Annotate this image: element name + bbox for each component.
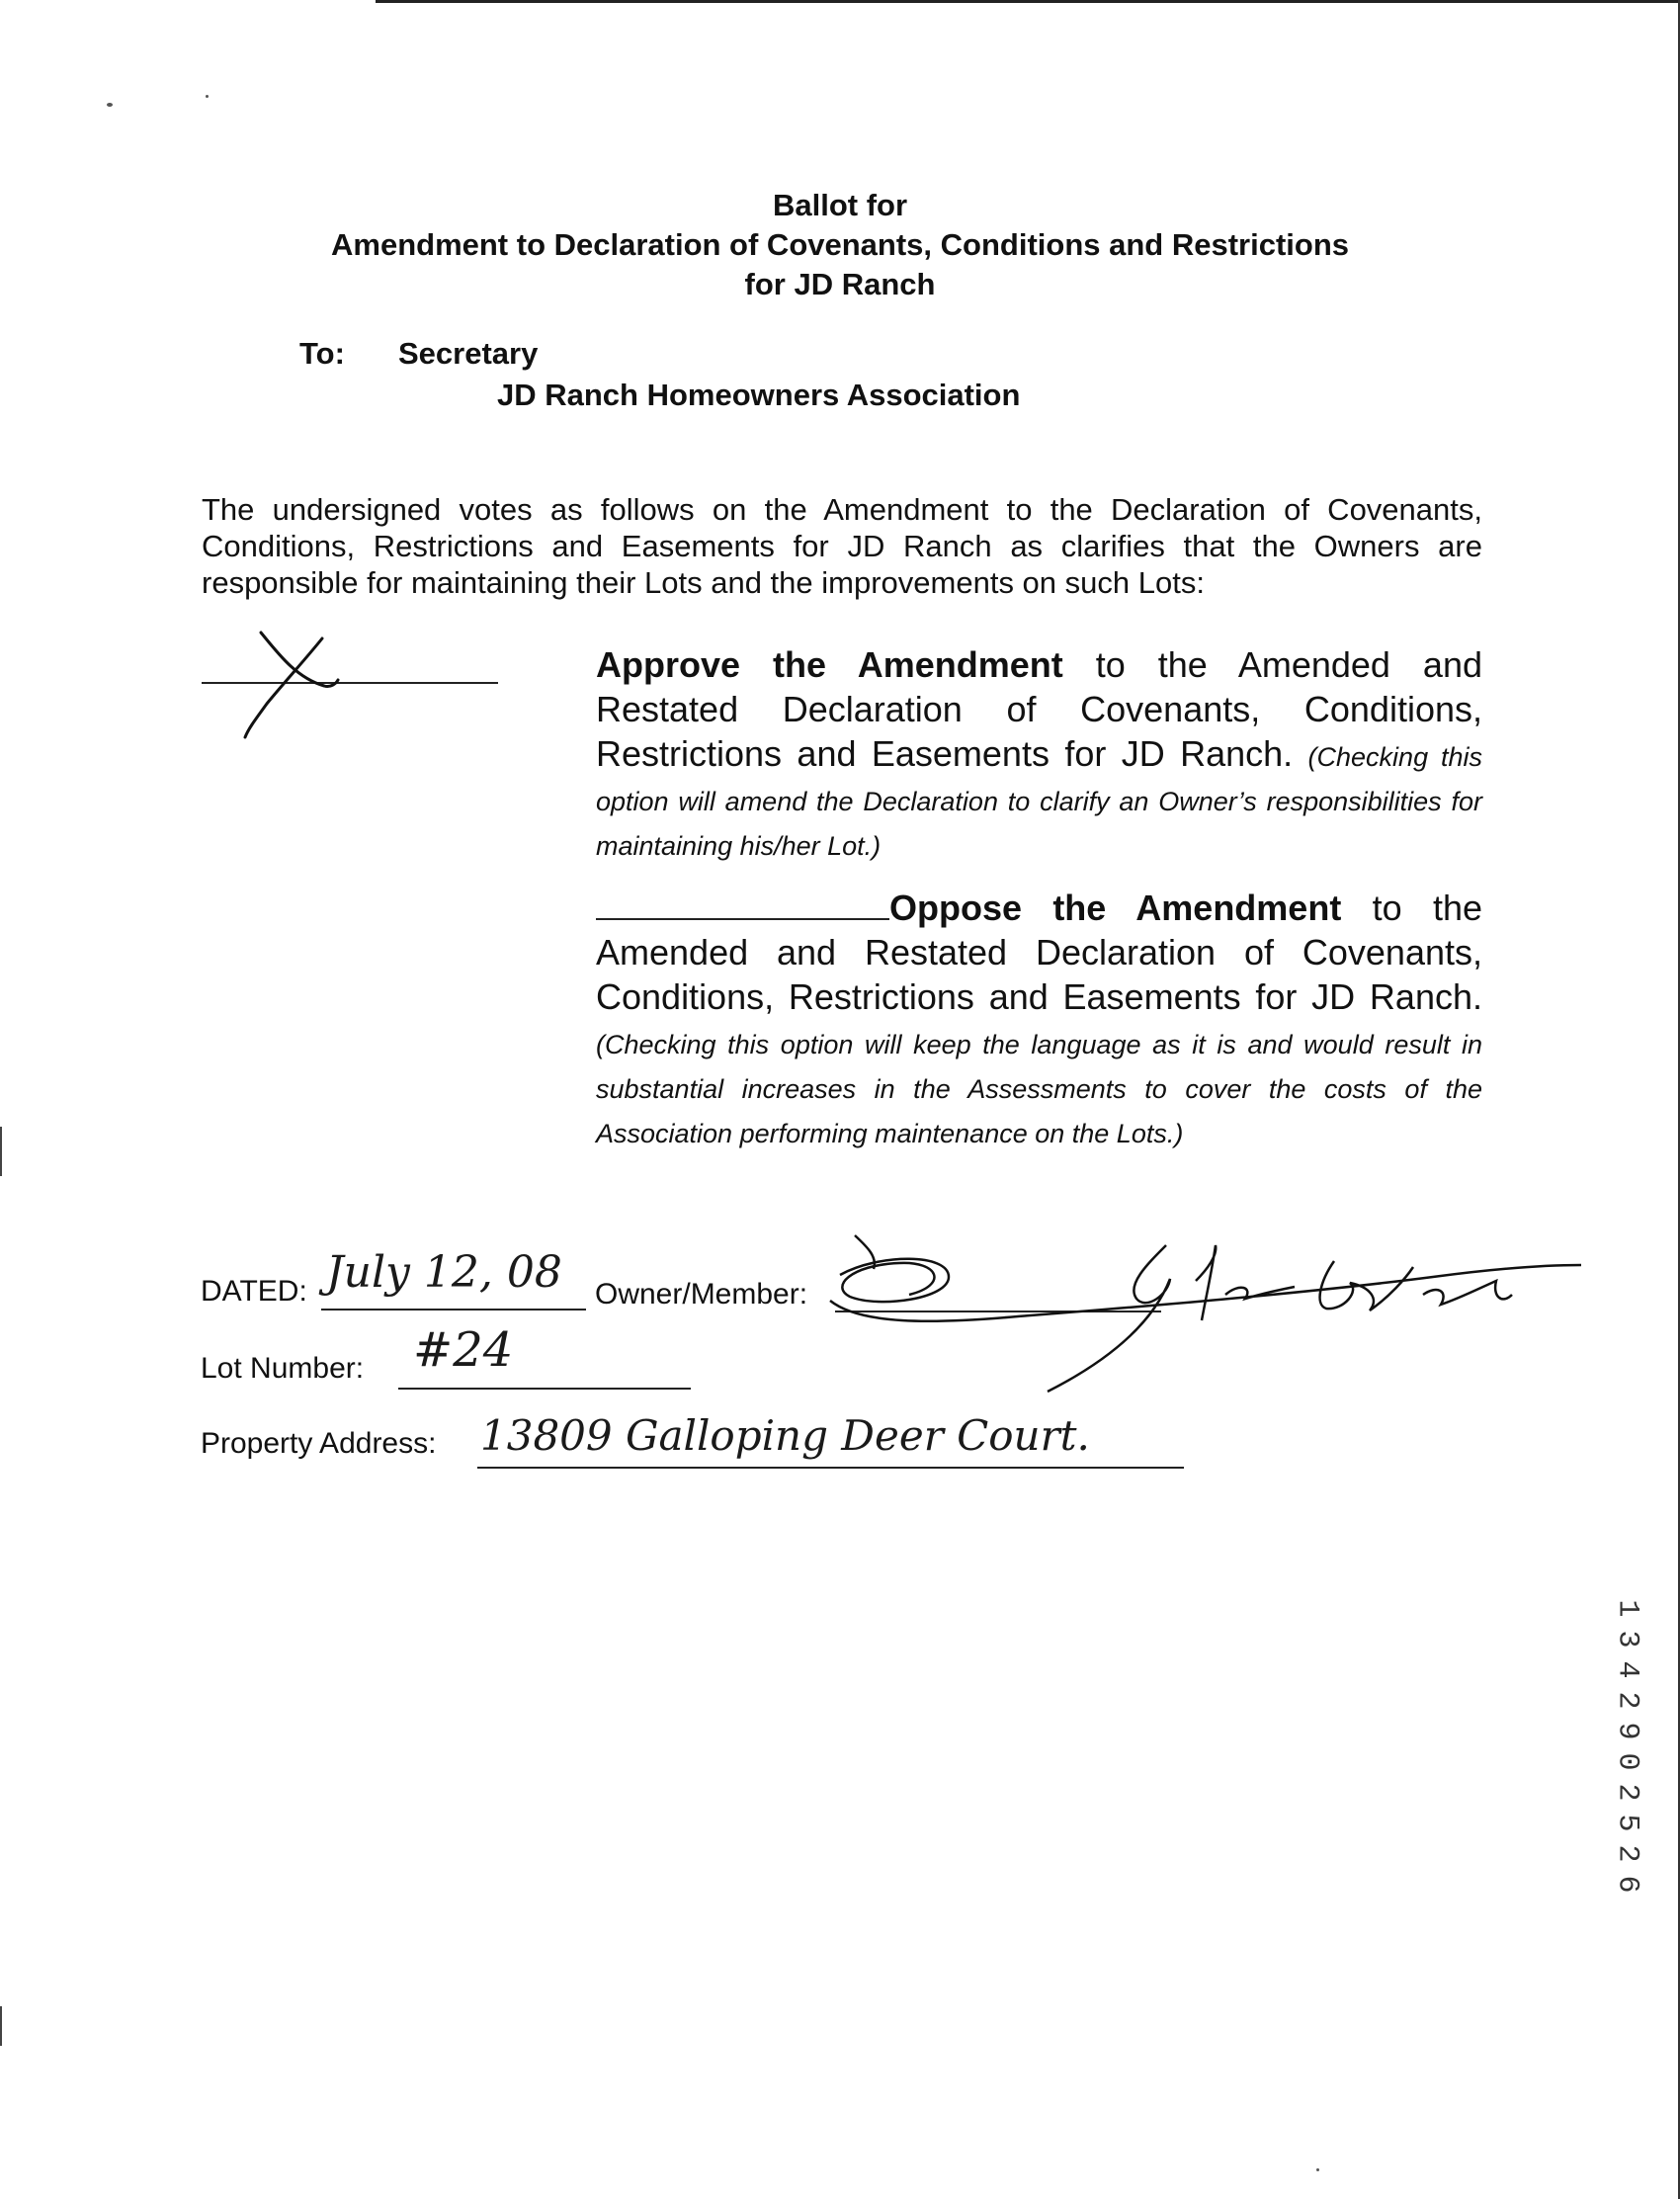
intro-paragraph: The undersigned votes as follows on the Amendment to the Declaration of Covenants, Conditions, Restrictions and Easements for JD Ranch as clarifies that the Owners are responsible for maintaining their Lots and the improvements on such Lots:: [202, 492, 1482, 600]
scan-speck: [206, 95, 209, 98]
page-border-top: [376, 0, 1680, 3]
lot-label: Lot Number:: [201, 1352, 365, 1385]
dated-value[interactable]: July 12, 08: [326, 1247, 562, 1298]
stamp-digit: 9: [1610, 1722, 1644, 1740]
lot-line: [398, 1388, 691, 1390]
title-line-1: Ballot for: [772, 188, 908, 222]
addressee: [299, 336, 538, 372]
stamp-digit: 0: [1610, 1752, 1644, 1771]
approve-text: to the Amended and Restated Declaration of Covenants, Conditions, Restrictions and Easements for JD Ranch.: [596, 644, 1482, 774]
address-value[interactable]: 13809 Galloping Deer Court.: [480, 1411, 1090, 1460]
scan-edge-mark: [0, 2006, 2, 2046]
oppose-note: (Checking this option will keep the language as it is and would result in substantial increases in the Assessments to cover the costs of the Association performing maintenance on the Lots.): [596, 1030, 1482, 1148]
scan-speck: [107, 103, 113, 107]
document-stamp-number: [1607, 1593, 1646, 1900]
to-label: To:: [299, 336, 345, 371]
addressee-organization: JD Ranch Homeowners Association: [497, 378, 1021, 412]
stamp-digit: 6: [1610, 1875, 1644, 1894]
owner-signature[interactable]: [820, 1226, 1591, 1398]
approve-note: (Checking this option will amend the Declaration to clarify an Owner’s responsibilities for maintaining his/her Lot.): [596, 742, 1482, 861]
scan-edge-mark: [0, 1127, 2, 1176]
dated-label: DATED:: [201, 1275, 307, 1308]
ballot-title: [0, 186, 1680, 304]
scan-speck: [1316, 2168, 1319, 2171]
oppose-heading: Oppose the Amendment: [889, 888, 1342, 928]
stamp-digit: 2: [1610, 1844, 1644, 1863]
title-line-2: Amendment to Declaration of Covenants, Conditions and Restrictions: [331, 227, 1349, 262]
addressee-recipient: Secretary: [398, 336, 539, 371]
title-line-3: for JD Ranch: [744, 267, 936, 301]
approve-option: [596, 642, 1482, 865]
address-line: [477, 1467, 1184, 1469]
stamp-digit: 4: [1610, 1660, 1644, 1679]
dated-line: [321, 1309, 586, 1311]
address-label: Property Address:: [201, 1427, 437, 1460]
oppose-text: to the Amended and Restated Declaration of Covenants, Conditions, Restrictions and Easements for JD Ranch.: [596, 888, 1482, 1017]
oppose-checkbox-line[interactable]: [596, 883, 889, 920]
oppose-option: [596, 883, 1482, 1152]
stamp-digit: 3: [1610, 1630, 1644, 1649]
approve-x-mark: [227, 621, 356, 739]
stamp-digit: 5: [1610, 1814, 1644, 1832]
stamp-digit: 2: [1610, 1783, 1644, 1802]
owner-label: Owner/Member:: [595, 1278, 808, 1311]
lot-value[interactable]: #24: [413, 1322, 514, 1378]
approve-heading: Approve the Amendment: [596, 644, 1063, 685]
stamp-digit: 1: [1610, 1599, 1644, 1618]
stamp-digit: 2: [1610, 1691, 1644, 1710]
